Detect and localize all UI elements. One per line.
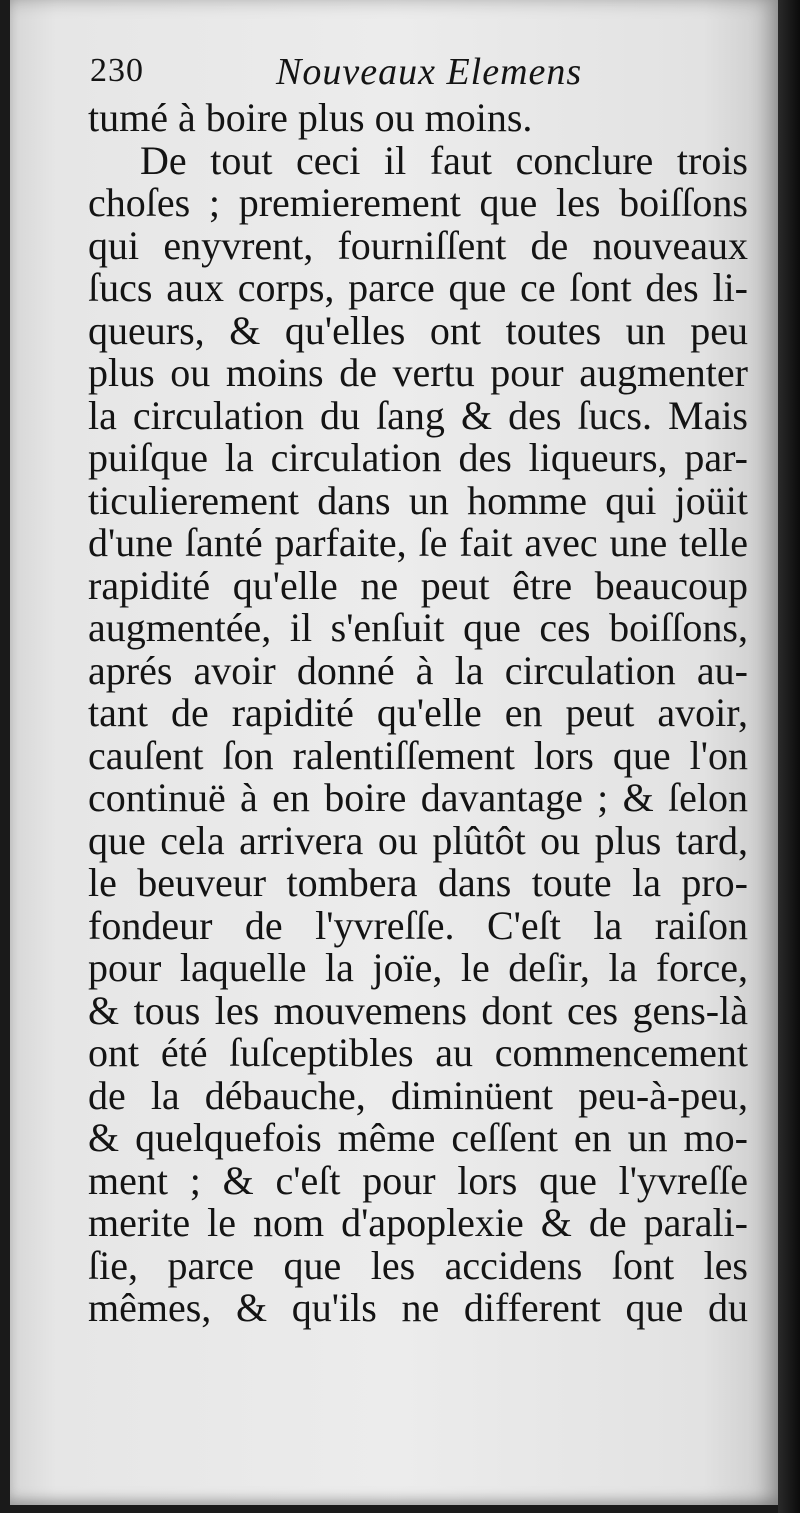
text-line: pour laquelle la joïe, le deſir, la force, xyxy=(88,945,748,990)
text-line: d'une ſanté parfaite, ſe fait avec une telle xyxy=(88,520,748,565)
text-line: fondeur de l'yvreſſe. C'eſt la raiſon xyxy=(88,902,748,948)
text-line: tant de rapidité qu'elle en peut avoir, xyxy=(88,690,748,735)
book-page xyxy=(10,0,780,1505)
text-line: de la débauche, diminüent peu-à-peu, xyxy=(88,1072,748,1118)
text-line: puiſque la circulation des liqueurs, par- xyxy=(88,435,748,480)
text-line: mêmes, & qu'ils ne different que du xyxy=(88,1285,748,1330)
text-line: continuë à en boire davantage ; & ſelon xyxy=(88,775,748,820)
text-line: ticulierement dans un homme qui joüit xyxy=(88,477,748,523)
body-text xyxy=(88,97,748,1330)
running-title: Nouveaux Elemens xyxy=(276,51,583,93)
text-line: que cela arrivera ou plûtôt ou plus tard, xyxy=(88,817,748,863)
text-line: & tous les mouvemens dont ces gens-là xyxy=(88,987,748,1033)
text-line: aprés avoir donné à la circulation au- xyxy=(88,647,748,693)
text-line: queurs, & qu'elles ont toutes un peu xyxy=(88,307,748,353)
text-line: choſes ; premierement que les boiſſons xyxy=(88,180,748,225)
page-edge-shadow xyxy=(778,0,800,1513)
page-number: 230 xyxy=(90,52,144,89)
text-line: ſie, parce que les accidens ſont les xyxy=(88,1242,748,1288)
text-line: & quelquefois même ceſſent en un mo- xyxy=(88,1115,748,1160)
text-line: plus ou moins de vertu pour augmenter xyxy=(88,350,748,395)
text-line: rapidité qu'elle ne peut être beaucoup xyxy=(88,562,748,608)
text-line: augmentée, il s'enſuit que ces boiſſons, xyxy=(88,605,748,650)
text-line: ment ; & c'eſt pour lors que l'yvreſſe xyxy=(88,1157,748,1203)
text-line: tumé à boire plus ou moins. xyxy=(88,95,533,140)
text-line: la circulation du ſang & des ſucs. Mais xyxy=(88,392,748,438)
text-line: ont été ſuſceptibles au commencement xyxy=(88,1030,748,1075)
text-line: De tout ceci il faut conclure trois xyxy=(140,137,748,183)
text-line: le beuveur tombera dans toute la pro- xyxy=(88,860,748,905)
text-line: merite le nom d'apoplexie & de parali- xyxy=(88,1200,748,1245)
text-line: cauſent ſon ralentiſſement lors que l'on xyxy=(88,732,748,778)
text-line: ſucs aux corps, parce que ce ſont des li- xyxy=(88,265,748,310)
text-line: qui enyvrent, fourniſſent de nouveaux xyxy=(88,222,748,268)
